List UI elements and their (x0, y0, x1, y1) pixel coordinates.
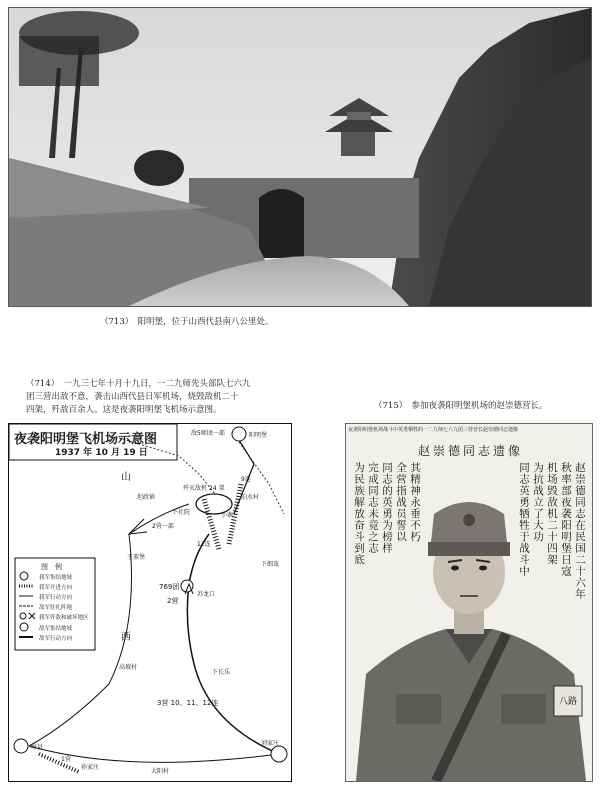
label-zhaotuo: 高坡村 (119, 664, 138, 671)
label-shan: 山 (121, 472, 131, 483)
photo-yangmingbao (8, 7, 592, 307)
label-769tuan: 769团 (159, 583, 180, 591)
inscription-col: 赵崇德同志在民国二十六年 (574, 462, 586, 600)
label-1ying: 1营 (61, 756, 71, 763)
inscription-col: 为抗战立了大功 (532, 462, 544, 543)
label-tunnel: 下社院 (172, 509, 191, 516)
map-date: 1937 年 10 月 19 日 (55, 448, 148, 458)
portrait-title: 赵崇德同志遗像 (418, 444, 524, 458)
label-2ying: 2营 (167, 597, 179, 605)
caption-714-line2: 团三营出敌不意，袭击山西代县日军机场，烧毁敌机二十 (26, 392, 239, 402)
label-12lian: 12连 (197, 541, 211, 548)
legend-item: 我军集结地域 (39, 575, 73, 581)
label-enemy5: 敌5师团一部 (191, 430, 225, 437)
inscription-col: 为民族解放奋斗到底 (353, 462, 365, 566)
label-yangmingbao: 阳明堡 (249, 432, 268, 439)
legend-item: 敌军行动方向 (39, 636, 73, 642)
label-diaohuang: 坦政镇 (137, 494, 156, 501)
label-airfield: 歼灭敌机 24 架 (183, 485, 225, 492)
label-sujiakou: 苏龙口 (197, 591, 216, 598)
label-xiaoniu: 小寨 (221, 512, 234, 519)
inscription-col: 全营指战员誓以 (395, 462, 407, 543)
label-wangjiabao: 王董堡 (127, 554, 146, 561)
caption-714-line3: 四架，歼敌百余人。这是夜袭阳明堡飞机场示意图。 (26, 405, 222, 415)
legend-item: 我军歼敌和破坏地区 (39, 615, 89, 621)
label-2ying-part: 2营一部 (152, 523, 174, 530)
label-9lian: 9连 (241, 476, 251, 483)
caption-713: （713） 阳明堡，位于山西代县南八公里处。 (100, 317, 274, 327)
inscription-col: 同志的英勇为榜样 (381, 462, 393, 554)
portrait-frame (345, 423, 593, 782)
map-title: 夜袭阳明堡飞机场示意图 (14, 432, 158, 447)
portrait-header: 夜袭阳明堡机场战斗中英勇牺牲的一二九师七六九团三营营长赵崇德同志遗像 (348, 427, 519, 433)
soldier-portrait-image (346, 424, 592, 781)
label-daheicun: 大阳村 (151, 768, 170, 775)
armband-label: 八路 (559, 697, 578, 707)
label-bobai: 泊水村 (241, 494, 260, 501)
inscription-col: 机场毁敌机二十四架 (546, 462, 558, 566)
legend-item: 我军行动方向 (39, 595, 73, 601)
label-xiajiazhuang: 下细芨 (261, 561, 280, 568)
legend-item: 敌军集结地域 (39, 626, 73, 632)
label-xiachangle: 下长乐 (212, 669, 231, 676)
legend-title: 图 例 (41, 563, 62, 571)
yangmingbao-landscape-image (9, 8, 591, 306)
caption-715: （715） 参加夜袭阳明堡机场的赵崇德营长。 (374, 401, 548, 411)
label-daixian: 崞县 (31, 744, 44, 751)
inscription-col: 完成同志未竟之志 (367, 462, 379, 554)
label-3ying: 3营 10、11、12连 (157, 699, 219, 707)
legend-item: 敌军驻扎阵地 (39, 605, 73, 611)
caption-714-line1: （714） 一九三七年十月十九日，一二九师先头部队七六九 (26, 379, 251, 389)
label-xi: 西 (121, 632, 131, 643)
map-frame (8, 423, 292, 782)
label-sunjiazhuang: 孙家庄 (81, 764, 100, 771)
inscription-col: 其精神永垂不朽 (409, 462, 421, 543)
legend-item: 我军开进方向 (39, 585, 73, 591)
inscription-col: 同志英勇牺牲于战斗中 (518, 462, 530, 577)
inscription-col: 秋率部夜袭阳明堡日寇 (560, 462, 572, 577)
label-liujiazhuang: 刘家庄 (261, 740, 280, 747)
